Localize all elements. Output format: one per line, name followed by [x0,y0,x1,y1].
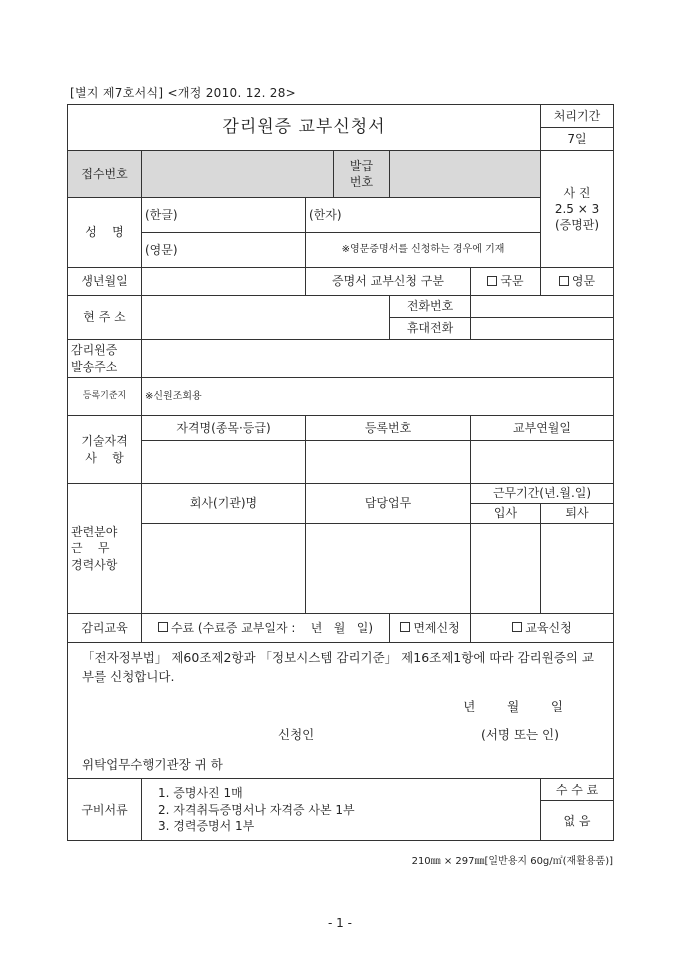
option-english [541,268,614,296]
document-item: 1. 증명사진 1매 [158,786,243,801]
education-completed [142,614,390,643]
applicant-label: 신청인 [278,727,315,743]
career-company-field [142,524,306,614]
declaration-signature-row [82,727,603,745]
option-korean-label: 국문 [500,274,524,289]
english-name-note: ※영문증명서를 신청하는 경우에 기재 [306,233,541,268]
name-label: 성 명 [68,198,142,268]
education-apply-label: 교육신청 [525,620,572,635]
option-korean [471,268,541,296]
birth-date-label: 생년월일 [68,268,142,296]
qualification-regno-field [306,441,471,484]
education-completed-label: 수료 (수료증 교부일자 : 년 월 일) [170,620,374,635]
career-col-duty: 담당업무 [306,484,471,524]
photo-title: 사 진 [563,185,591,200]
checkbox-exempt-icon [400,622,410,632]
career-col-leave: 퇴사 [541,504,614,524]
address-label: 현 주 소 [68,296,142,340]
form-title: 감리원증 교부신청서 [68,105,541,151]
documents-list [142,779,541,841]
career-col-company: 회사(기관)명 [142,484,306,524]
signature-label: (서명 또는 인) [480,727,560,743]
issue-number-field [390,151,541,198]
declaration-text: 「전자정부법」 제60조제2항과 「정보시스템 감리기준」 제16조제1항에 따라 감리원증의 교부를 신청합니다. [82,650,594,684]
education-apply [471,614,614,643]
qualification-date-field [471,441,614,484]
photo-type: (증명판) [554,218,600,233]
phone-label: 전화번호 [390,296,471,318]
registration-standard-label: 등록기준지 [68,378,142,416]
registration-standard-note: ※신원조회용 [142,378,614,416]
name-hanja: (한자) [306,198,541,233]
career-join-field [471,524,541,614]
document-item: 2. 자격취득증명서나 자격증 사본 1부 [158,802,355,817]
certificate-type-label: 증명서 교부신청 구분 [306,268,471,296]
option-english-label: 영문 [571,274,596,289]
paper-spec: 210㎜ × 297㎜[일반용지 60g/㎡(재활용품)] [411,856,613,867]
name-english: (영문) [142,233,306,268]
career-leave-field [541,524,614,614]
qualification-label: 기술자격 사 항 [68,416,142,484]
fee-label: 수 수 료 [541,779,614,801]
education-exempt [390,614,471,643]
birth-date-field [142,268,306,296]
phone-field [471,296,614,318]
receipt-number-label: 접수번호 [68,151,142,198]
application-form [67,104,614,841]
fee-value: 없 음 [541,801,614,841]
career-duty-field [306,524,471,614]
declaration-block [68,643,614,779]
form-header-line: [별지 제7호서식] <개정 2010. 12. 28> [70,86,297,100]
documents-label: 구비서류 [68,779,142,841]
qualification-col-regno: 등록번호 [306,416,471,441]
processing-period-label: 처리기간 [541,105,614,128]
career-label: 관련분야 근 무 경력사항 [68,484,142,614]
mobile-label: 휴대전화 [390,318,471,340]
receipt-number-field [142,151,334,198]
declaration-date: 년 월 일 [463,698,564,714]
name-korean: (한글) [142,198,306,233]
photo-size: 2.5 × 3 [554,201,600,216]
photo-box [541,151,614,268]
career-col-join: 입사 [471,504,541,524]
mobile-field [471,318,614,340]
qualification-col-date: 교부연월일 [471,416,614,441]
document-item: 3. 경력증명서 1부 [158,818,255,833]
qualification-col-name: 자격명(종목·등급) [142,416,306,441]
education-label: 감리교육 [68,614,142,643]
page-number: - 1 - [328,916,352,930]
address-field [142,296,390,340]
processing-period-value: 7일 [541,128,614,151]
checkbox-english-icon [559,276,569,286]
send-address-label: 감리원증 발송주소 [68,340,142,378]
qualification-name-field [142,441,306,484]
career-col-period: 근무기간(년.월.일) [471,484,614,504]
send-address-field [142,340,614,378]
education-exempt-label: 면제신청 [413,620,460,635]
checkbox-korean-icon [487,276,497,286]
recipient-label: 위탁업무수행기관장 귀 하 [82,757,223,773]
checkbox-apply-icon [512,622,522,632]
issue-number-label: 발급 번호 [334,151,390,198]
checkbox-completed-icon [158,622,168,632]
